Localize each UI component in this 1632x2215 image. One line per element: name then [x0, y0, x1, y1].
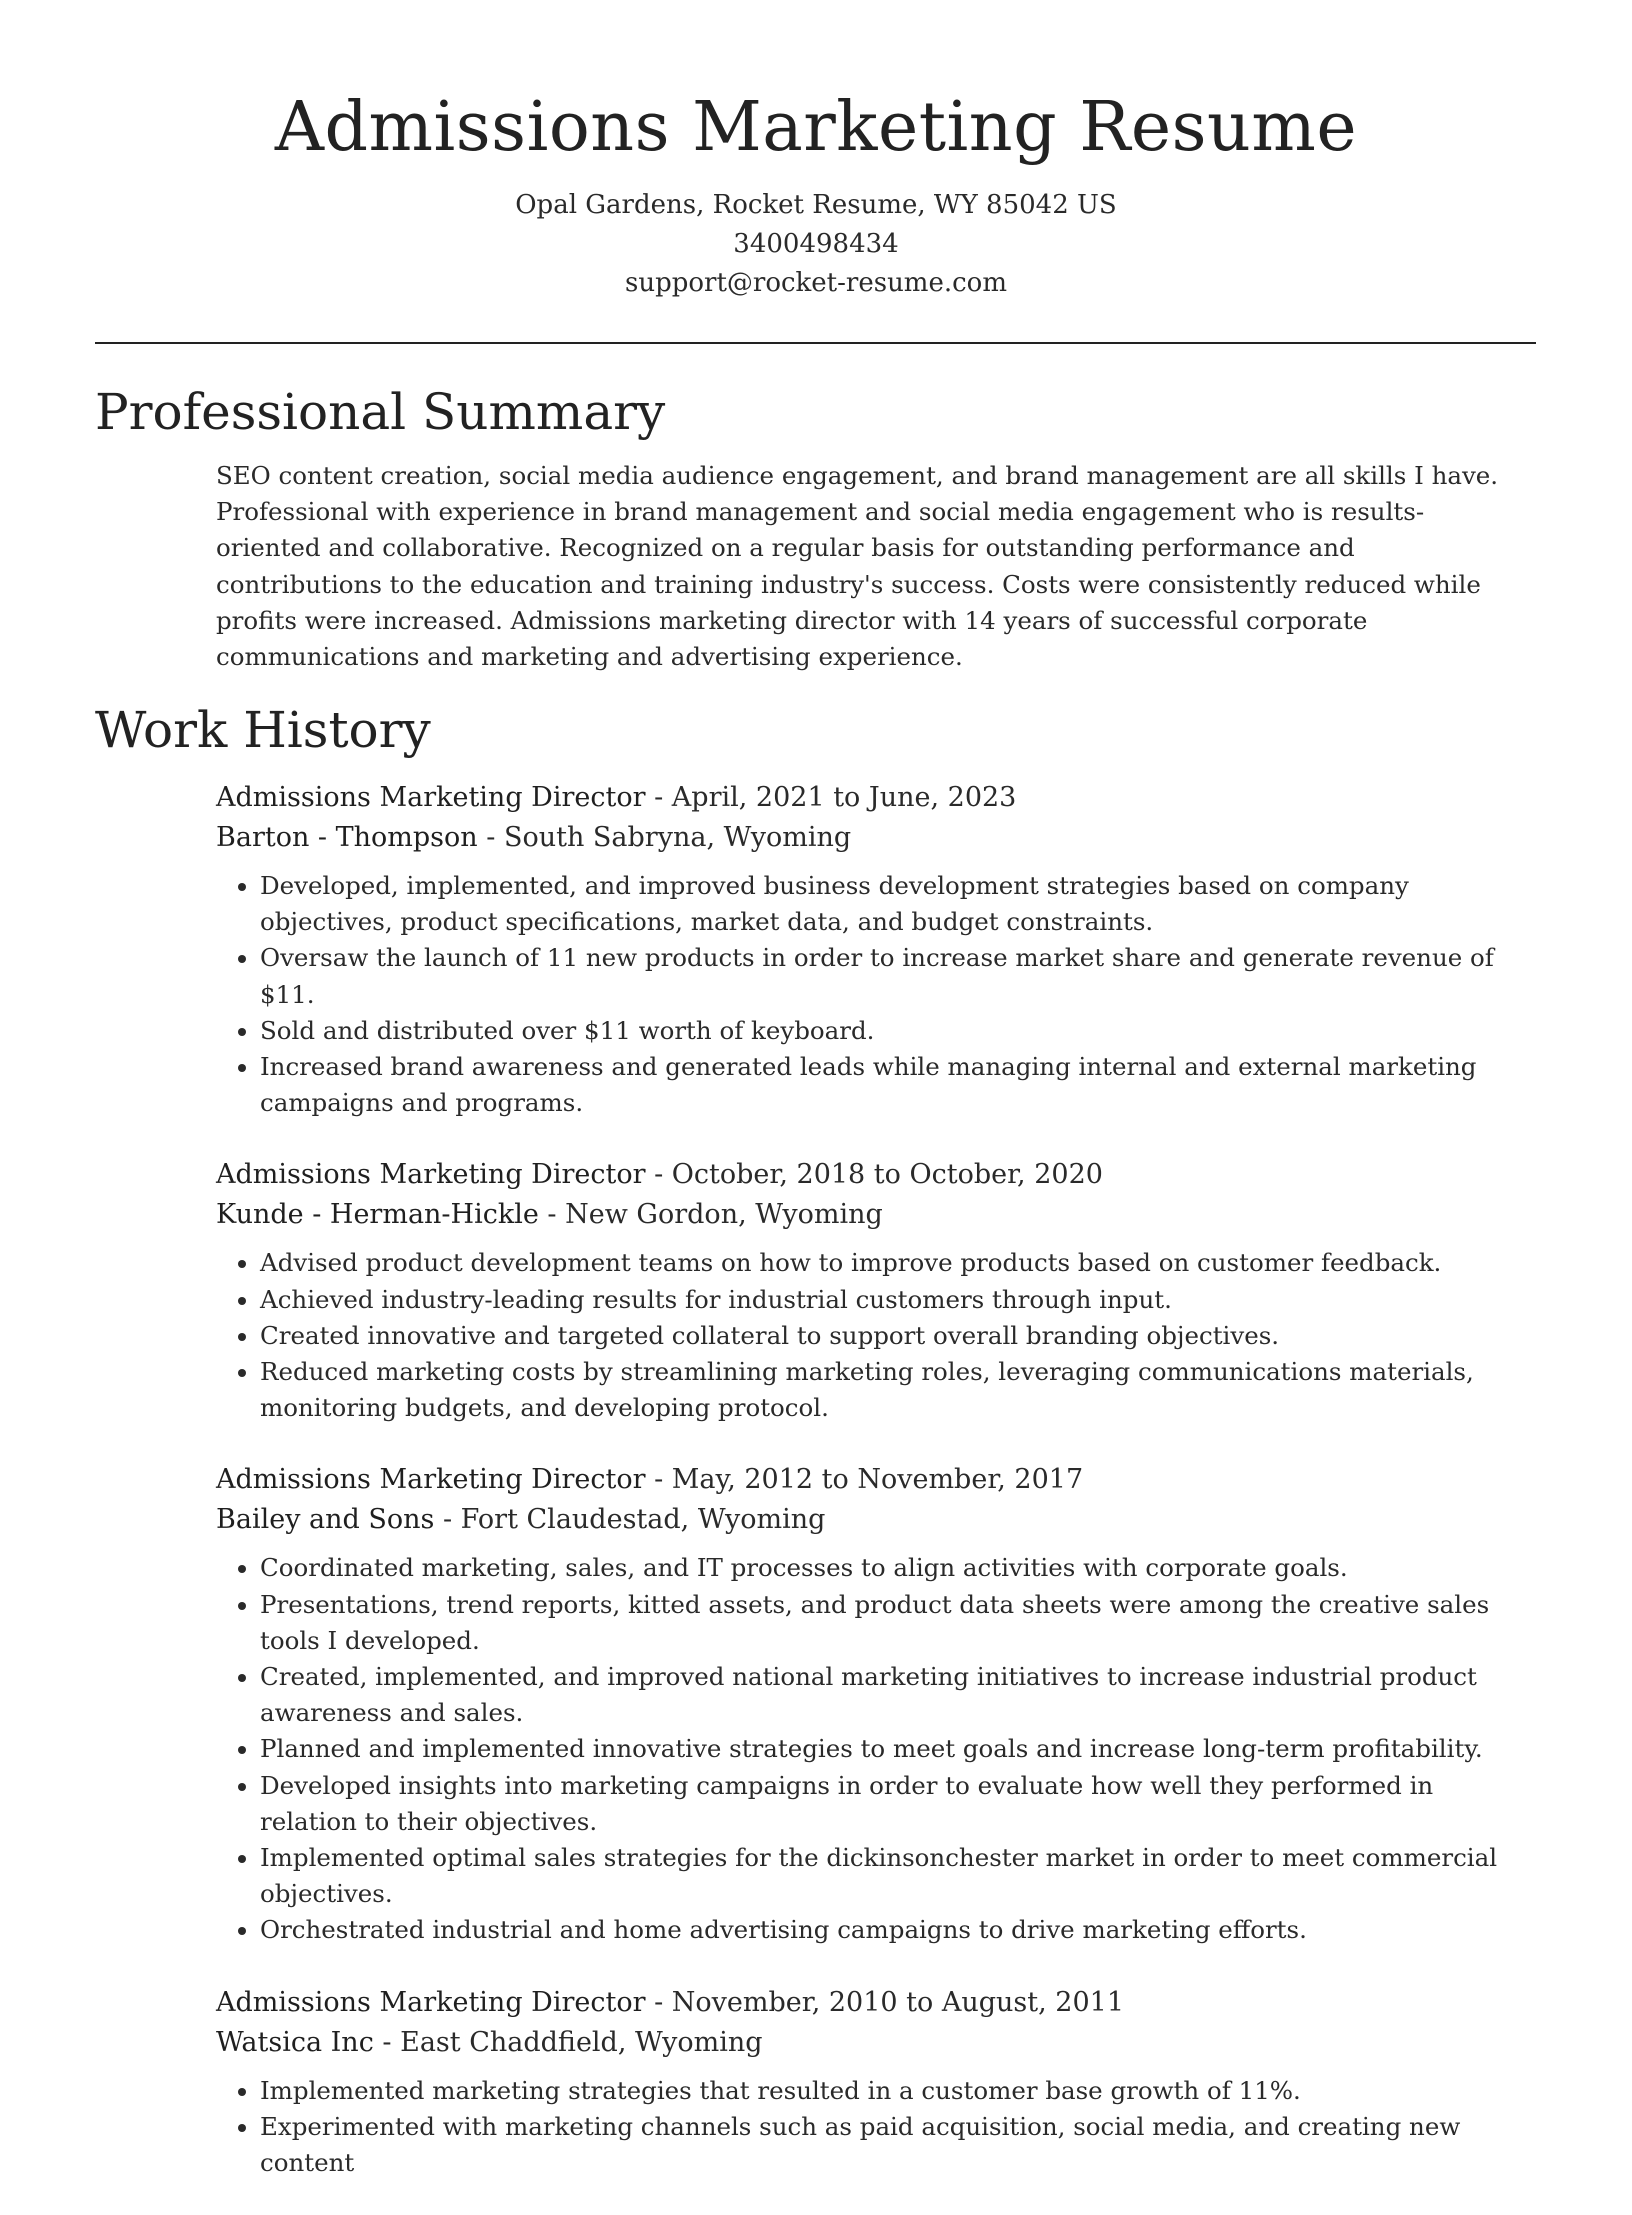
list-item: • Achieved industry-leading results for industrial customers through input.: [260, 1282, 1536, 1318]
list-item: • Coordinated marketing, sales, and IT processes to align activities with corporate goals.: [260, 1550, 1536, 1586]
header-divider: [95, 342, 1536, 344]
contact-info: [0, 186, 1632, 303]
list-item: • Increased brand awareness and generated leads while managing internal and external marketing campaigns and programs.: [260, 1049, 1536, 1121]
resume-header: [0, 0, 1632, 303]
list-item: • Sold and distributed over $11 worth of keyboard.: [260, 1013, 1536, 1049]
job-entry: [216, 1983, 1536, 2182]
resume-title: Admissions Marketing Resume: [274, 88, 1358, 167]
job-title-line: Admissions Marketing Director - November, 2010 to August, 2011: [216, 1986, 1124, 2018]
job-company-line: Barton - Thompson - South Sabryna, Wyoming: [216, 822, 852, 853]
list-item: • Reduced marketing costs by streamlining marketing roles, leveraging communications materials, monitoring budgets, and developing protocol.: [260, 1354, 1536, 1426]
list-item: • Experimented with marketing channels such as paid acquisition, social media, and creating new content: [260, 2109, 1536, 2181]
email: support@rocket-resume.com: [624, 268, 1007, 298]
job-company: Watsica Inc: [216, 2026, 374, 2058]
job-bullets: [216, 2073, 1536, 2182]
job-title-line: Admissions Marketing Director - April, 2021 to June, 2023: [216, 782, 1017, 813]
list-item: • Advised product development teams on how to improve products based on customer feedback.: [260, 1245, 1536, 1281]
job-company-line: Bailey and Sons - Fort Claudestad, Wyoming: [216, 1504, 826, 1536]
job-dates: April, 2021 to June, 2023: [671, 782, 1017, 813]
job-role: Admissions Marketing Director: [216, 782, 646, 813]
job-title-line: Admissions Marketing Director - October, 2018 to October, 2020: [216, 1159, 1103, 1191]
job-dates: November, 2010 to August, 2011: [671, 1986, 1124, 2018]
list-item: • Developed, implemented, and improved business development strategies based on company objectives, product specifications, market data, and budget constraints.: [260, 868, 1536, 940]
job-role: Admissions Marketing Director: [216, 1986, 646, 2018]
list-item: • Planned and implemented innovative strategies to meet goals and increase long-term profitability.: [260, 1731, 1536, 1767]
list-item: • Oversaw the launch of 11 new products in order to increase market share and generate revenue of $11.: [260, 940, 1536, 1012]
job-dates: May, 2012 to November, 2017: [671, 1464, 1084, 1496]
job-role: Admissions Marketing Director: [216, 1159, 646, 1191]
job-title-line: Admissions Marketing Director - May, 2012 to November, 2017: [216, 1464, 1084, 1496]
summary-heading: Professional Summary: [95, 383, 666, 441]
list-item: • Created innovative and targeted collateral to support overall branding objectives.: [260, 1318, 1536, 1354]
job-company-line: Kunde - Herman-Hickle - New Gordon, Wyoming: [216, 1199, 883, 1231]
job-entry: [216, 1460, 1536, 1948]
job-role: Admissions Marketing Director: [216, 1464, 646, 1496]
summary-text: SEO content creation, social media audience engagement, and brand management are all skills I have. Professional with experience in brand management and social media engagement who is results-oriented and collaborative. Recognized on a regular basis for outstanding performance and contributions to the education and training industry's success. Costs were consistently reduced while profits were increased. Admissions marketing director with 14 years of successful corporate communications and marketing and advertising experience.: [216, 461, 1499, 672]
job-company-line: Watsica Inc - East Chaddfield, Wyoming: [216, 2026, 763, 2058]
job-bullets: [216, 868, 1536, 1121]
list-item: • Implemented marketing strategies that resulted in a customer base growth of 11%.: [260, 2073, 1536, 2109]
list-item: • Created, implemented, and improved national marketing initiatives to increase industrial product awareness and sales.: [260, 1659, 1536, 1731]
list-item: • Orchestrated industrial and home advertising campaigns to drive marketing efforts.: [260, 1912, 1536, 1948]
job-bullets: [216, 1245, 1536, 1426]
job-company: Barton - Thompson: [216, 822, 478, 853]
phone: 3400498434: [733, 229, 899, 259]
list-item: • Presentations, trend reports, kitted assets, and product data sheets were among the creative sales tools I developed.: [260, 1587, 1536, 1659]
job-entry: [216, 778, 1536, 1121]
job-company: Kunde - Herman-Hickle: [216, 1199, 539, 1231]
job-location: Fort Claudestad, Wyoming: [460, 1504, 826, 1536]
job-bullets: [216, 1550, 1536, 1948]
work-history-heading: Work History: [95, 701, 431, 759]
job-entry: [216, 1155, 1536, 1426]
address: Opal Gardens, Rocket Resume, WY 85042 US: [515, 190, 1117, 220]
list-item: • Developed insights into marketing campaigns in order to evaluate how well they performed in relation to their objectives.: [260, 1768, 1536, 1840]
job-company: Bailey and Sons: [216, 1504, 435, 1536]
job-location: East Chaddfield, Wyoming: [400, 2026, 763, 2058]
job-dates: October, 2018 to October, 2020: [671, 1159, 1103, 1191]
work-history-list: [216, 778, 1536, 2215]
list-item: • Implemented optimal sales strategies for the dickinsonchester market in order to meet commercial objectives.: [260, 1840, 1536, 1912]
job-location: South Sabryna, Wyoming: [503, 822, 852, 853]
job-location: New Gordon, Wyoming: [565, 1199, 883, 1231]
